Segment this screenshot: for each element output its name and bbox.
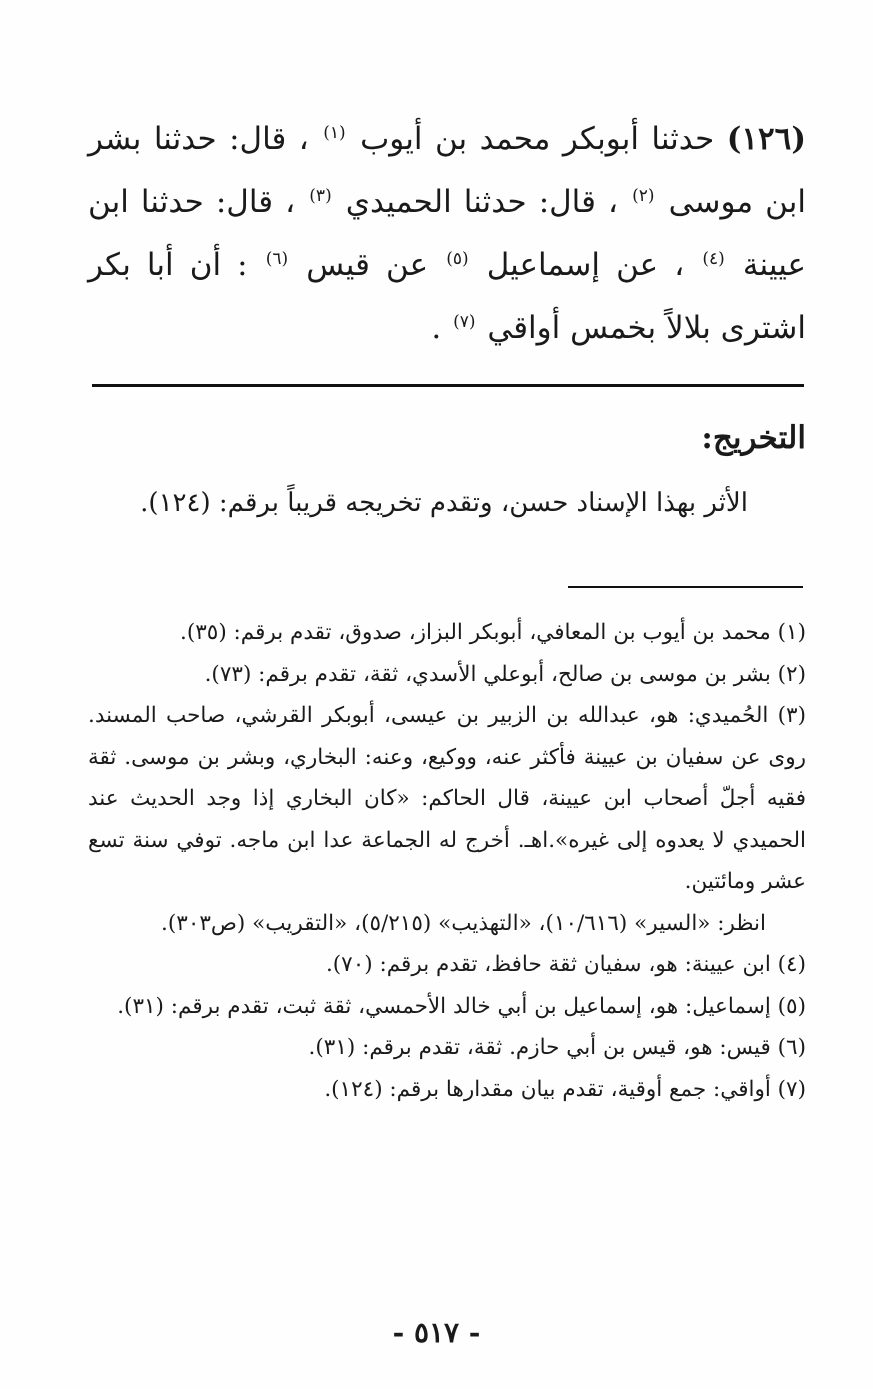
footnote-3: (٣) الحُميدي: هو، عبدالله بن الزبير بن عيسى، أبوبكر القرشي، صاحب المسند. روى عن سفيان بن عيينة فأكثر عنه، ووكيع، وعنه: البخاري، وبشر بن موسى. ثقة فقيه أجلّ أصحاب ابن عيينة، قال الحاكم: «كان البخاري إذا وجد الحديث عند الحميدي لا يعدوه إلى غيره».اهـ. أخرج له الجماعة عدا ابن ماجه. توفي سنة تسع عشر ومائتين. bbox=[88, 703, 806, 894]
footnote-3-references: انظر: «السير» (١٠/٦١٦)، «التهذيب» (٥/٢١٥)، «التقريب» (ص٣٠٣). bbox=[161, 910, 766, 936]
hadith-segment: . bbox=[431, 310, 442, 346]
footnote-5: (٥) إسماعيل: هو، إسماعيل بن أبي خالد الأحمسي، ثقة ثبت، تقدم برقم: (٣١). bbox=[117, 993, 806, 1019]
hadith-text bbox=[88, 108, 806, 360]
takhrij-heading: التخريج: bbox=[701, 420, 806, 456]
footnote-marker[interactable]: (٧) bbox=[453, 311, 476, 332]
footnote-marker[interactable]: (٣) bbox=[309, 185, 332, 206]
hadith-segment: ، عن إسماعيل bbox=[486, 247, 685, 283]
footnote-6: (٦) قيس: هو، قيس بن أبي حازم. ثقة، تقدم برقم: (٣١). bbox=[308, 1035, 806, 1060]
footnote-marker[interactable]: (٤) bbox=[702, 248, 725, 269]
footnote-marker[interactable]: (٢) bbox=[632, 185, 655, 206]
footnote-marker[interactable]: (٥) bbox=[446, 248, 469, 269]
footnote-marker[interactable]: (١) bbox=[323, 122, 346, 143]
takhrij-text: الأثر بهذا الإسناد حسن، وتقدم تخريجه قريباً برقم: (١٢٤). bbox=[140, 488, 748, 518]
footnote-1: (١) محمد بن أيوب بن المعافي، أبوبكر البزاز، صدوق، تقدم برقم: (٣٥). bbox=[179, 620, 806, 645]
footnote-marker[interactable]: (٦) bbox=[265, 248, 289, 269]
hadith-segment: ، قال: حدثنا ابن عيينة bbox=[88, 184, 807, 283]
footnote-7: (٧) أواقي: جمع أوقية، تقدم بيان مقدارها برقم: (١٢٤). bbox=[324, 1076, 806, 1102]
footnote-2: (٢) بشر بن موسى بن صالح، أبوعلي الأسدي، ثقة، تقدم برقم: (٧٣). bbox=[204, 661, 806, 687]
footnote-divider bbox=[568, 586, 803, 588]
footnotes bbox=[88, 612, 806, 1110]
footnote-4: (٤) ابن عيينة: هو، سفيان ثقة حافظ، تقدم برقم: (٧٠). bbox=[325, 952, 806, 977]
hadith-segment: : أن أبا بكر اشترى بلالاً بخمس أواقي bbox=[88, 247, 806, 346]
hadith-segment: ، قال: حدثنا الحميدي bbox=[345, 184, 619, 220]
section-divider bbox=[92, 384, 804, 387]
hadith-segment: ، قال: حدثنا بشر ابن موسى bbox=[88, 121, 806, 220]
hadith-number: (١٢٦) bbox=[726, 121, 806, 157]
hadith-segment: حدثنا أبوبكر محمد بن أيوب bbox=[360, 121, 715, 157]
page-number: - ٥١٧ - bbox=[392, 1316, 481, 1349]
hadith-segment: عن قيس bbox=[306, 247, 429, 283]
